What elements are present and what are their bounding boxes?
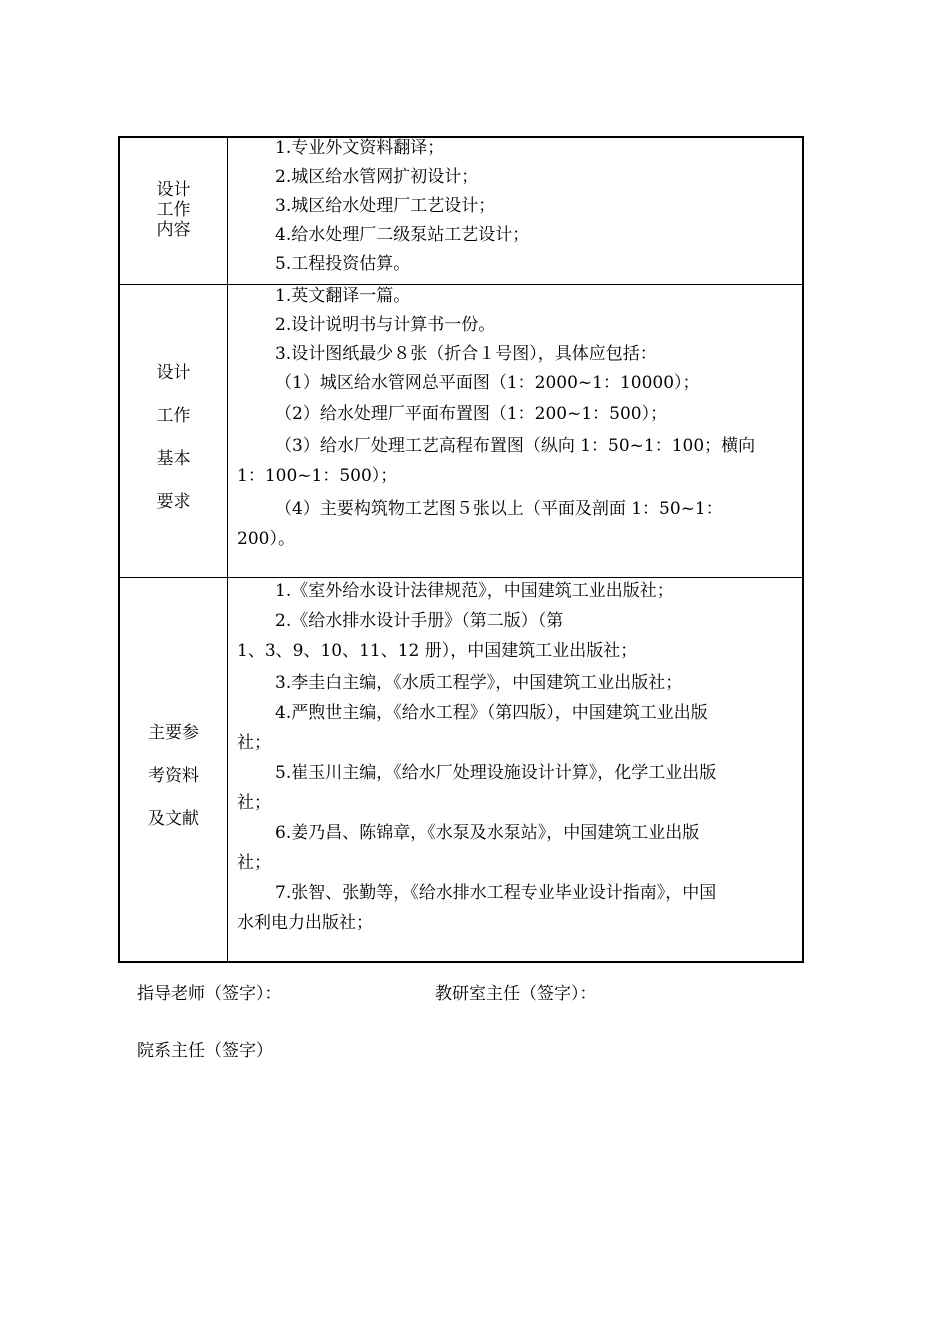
- label-line: 工作: [156, 406, 191, 426]
- section2-label: [120, 352, 227, 524]
- label-line: 主要参: [148, 723, 199, 743]
- reference-item-continuation: 社；: [237, 733, 271, 753]
- advisor-signature-label: 指导老师（签字）：: [137, 984, 282, 1004]
- section1-label: [120, 180, 227, 240]
- label-line: 考资料: [148, 766, 199, 786]
- reference-item: 3.李圭白主编，《水质工程学》，中国建筑工业出版社；: [275, 673, 683, 693]
- label-line: 设计: [156, 363, 191, 383]
- list-item: 2.城区给水管网扩初设计；: [275, 167, 479, 187]
- table-row-divider: [118, 577, 804, 578]
- table-row-divider: [118, 284, 804, 285]
- label-line: 工作: [156, 200, 191, 220]
- list-item: （3）给水厂处理工艺高程布置图（纵向 1：50~1：100；横向: [275, 436, 756, 456]
- list-item: （4）主要构筑物工艺图５张以上（平面及剖面 1：50~1：: [275, 499, 723, 519]
- label-line: 基本: [156, 449, 191, 469]
- list-item: 1.英文翻译一篇。: [275, 286, 411, 306]
- reference-item: 4.严煦世主编，《给水工程》（第四版），中国建筑工业出版: [275, 703, 708, 723]
- label-line: 要求: [156, 492, 191, 512]
- list-item: 5.工程投资估算。: [275, 254, 411, 274]
- list-item: 4.给水处理厂二级泵站工艺设计；: [275, 225, 530, 245]
- reference-item: 2.《给水排水设计手册》（第二版）（第: [275, 611, 564, 631]
- list-item: 3.城区给水处理厂工艺设计；: [275, 196, 496, 216]
- label-line: 设计: [156, 180, 191, 200]
- list-item-continuation: 200）。: [237, 529, 295, 549]
- reference-item: 5.崔玉川主编，《给水厂处理设施设计计算》，化学工业出版: [275, 763, 717, 783]
- reference-item: 1.《室外给水设计法律规范》，中国建筑工业出版社；: [275, 581, 674, 601]
- list-item: 3.设计图纸最少８张（折合１号图），具体应包括：: [275, 344, 657, 364]
- reference-item-continuation: 社；: [237, 853, 271, 873]
- list-item: 1.专业外文资料翻译；: [275, 138, 445, 158]
- reference-item-continuation: 水利电力出版社；: [237, 913, 373, 933]
- director-signature-label: 教研室主任（签字）：: [435, 984, 597, 1004]
- list-item: （2）给水处理厂平面布置图（1：200~1：500）；: [275, 404, 668, 424]
- list-item: 2.设计说明书与计算书一份。: [275, 315, 496, 335]
- label-line: 及文献: [148, 809, 199, 829]
- label-line: 内容: [156, 220, 191, 240]
- list-item: （1）城区给水管网总平面图（1：2000~1：10000）；: [275, 373, 700, 393]
- reference-item: 7.张智、张勤等，《给水排水工程专业毕业设计指南》，中国: [275, 883, 717, 903]
- reference-item-continuation: 1、3、9、10、11、12 册），中国建筑工业出版社；: [237, 641, 638, 661]
- section3-label: [120, 712, 227, 841]
- table-column-divider: [227, 136, 228, 963]
- dean-signature-label: 院系主任（签字）: [137, 1041, 273, 1061]
- list-item-continuation: 1：100~1：500）；: [237, 466, 398, 486]
- reference-item: 6.姜乃昌、陈锦章，《水泵及水泵站》，中国建筑工业出版: [275, 823, 700, 843]
- reference-item-continuation: 社；: [237, 793, 271, 813]
